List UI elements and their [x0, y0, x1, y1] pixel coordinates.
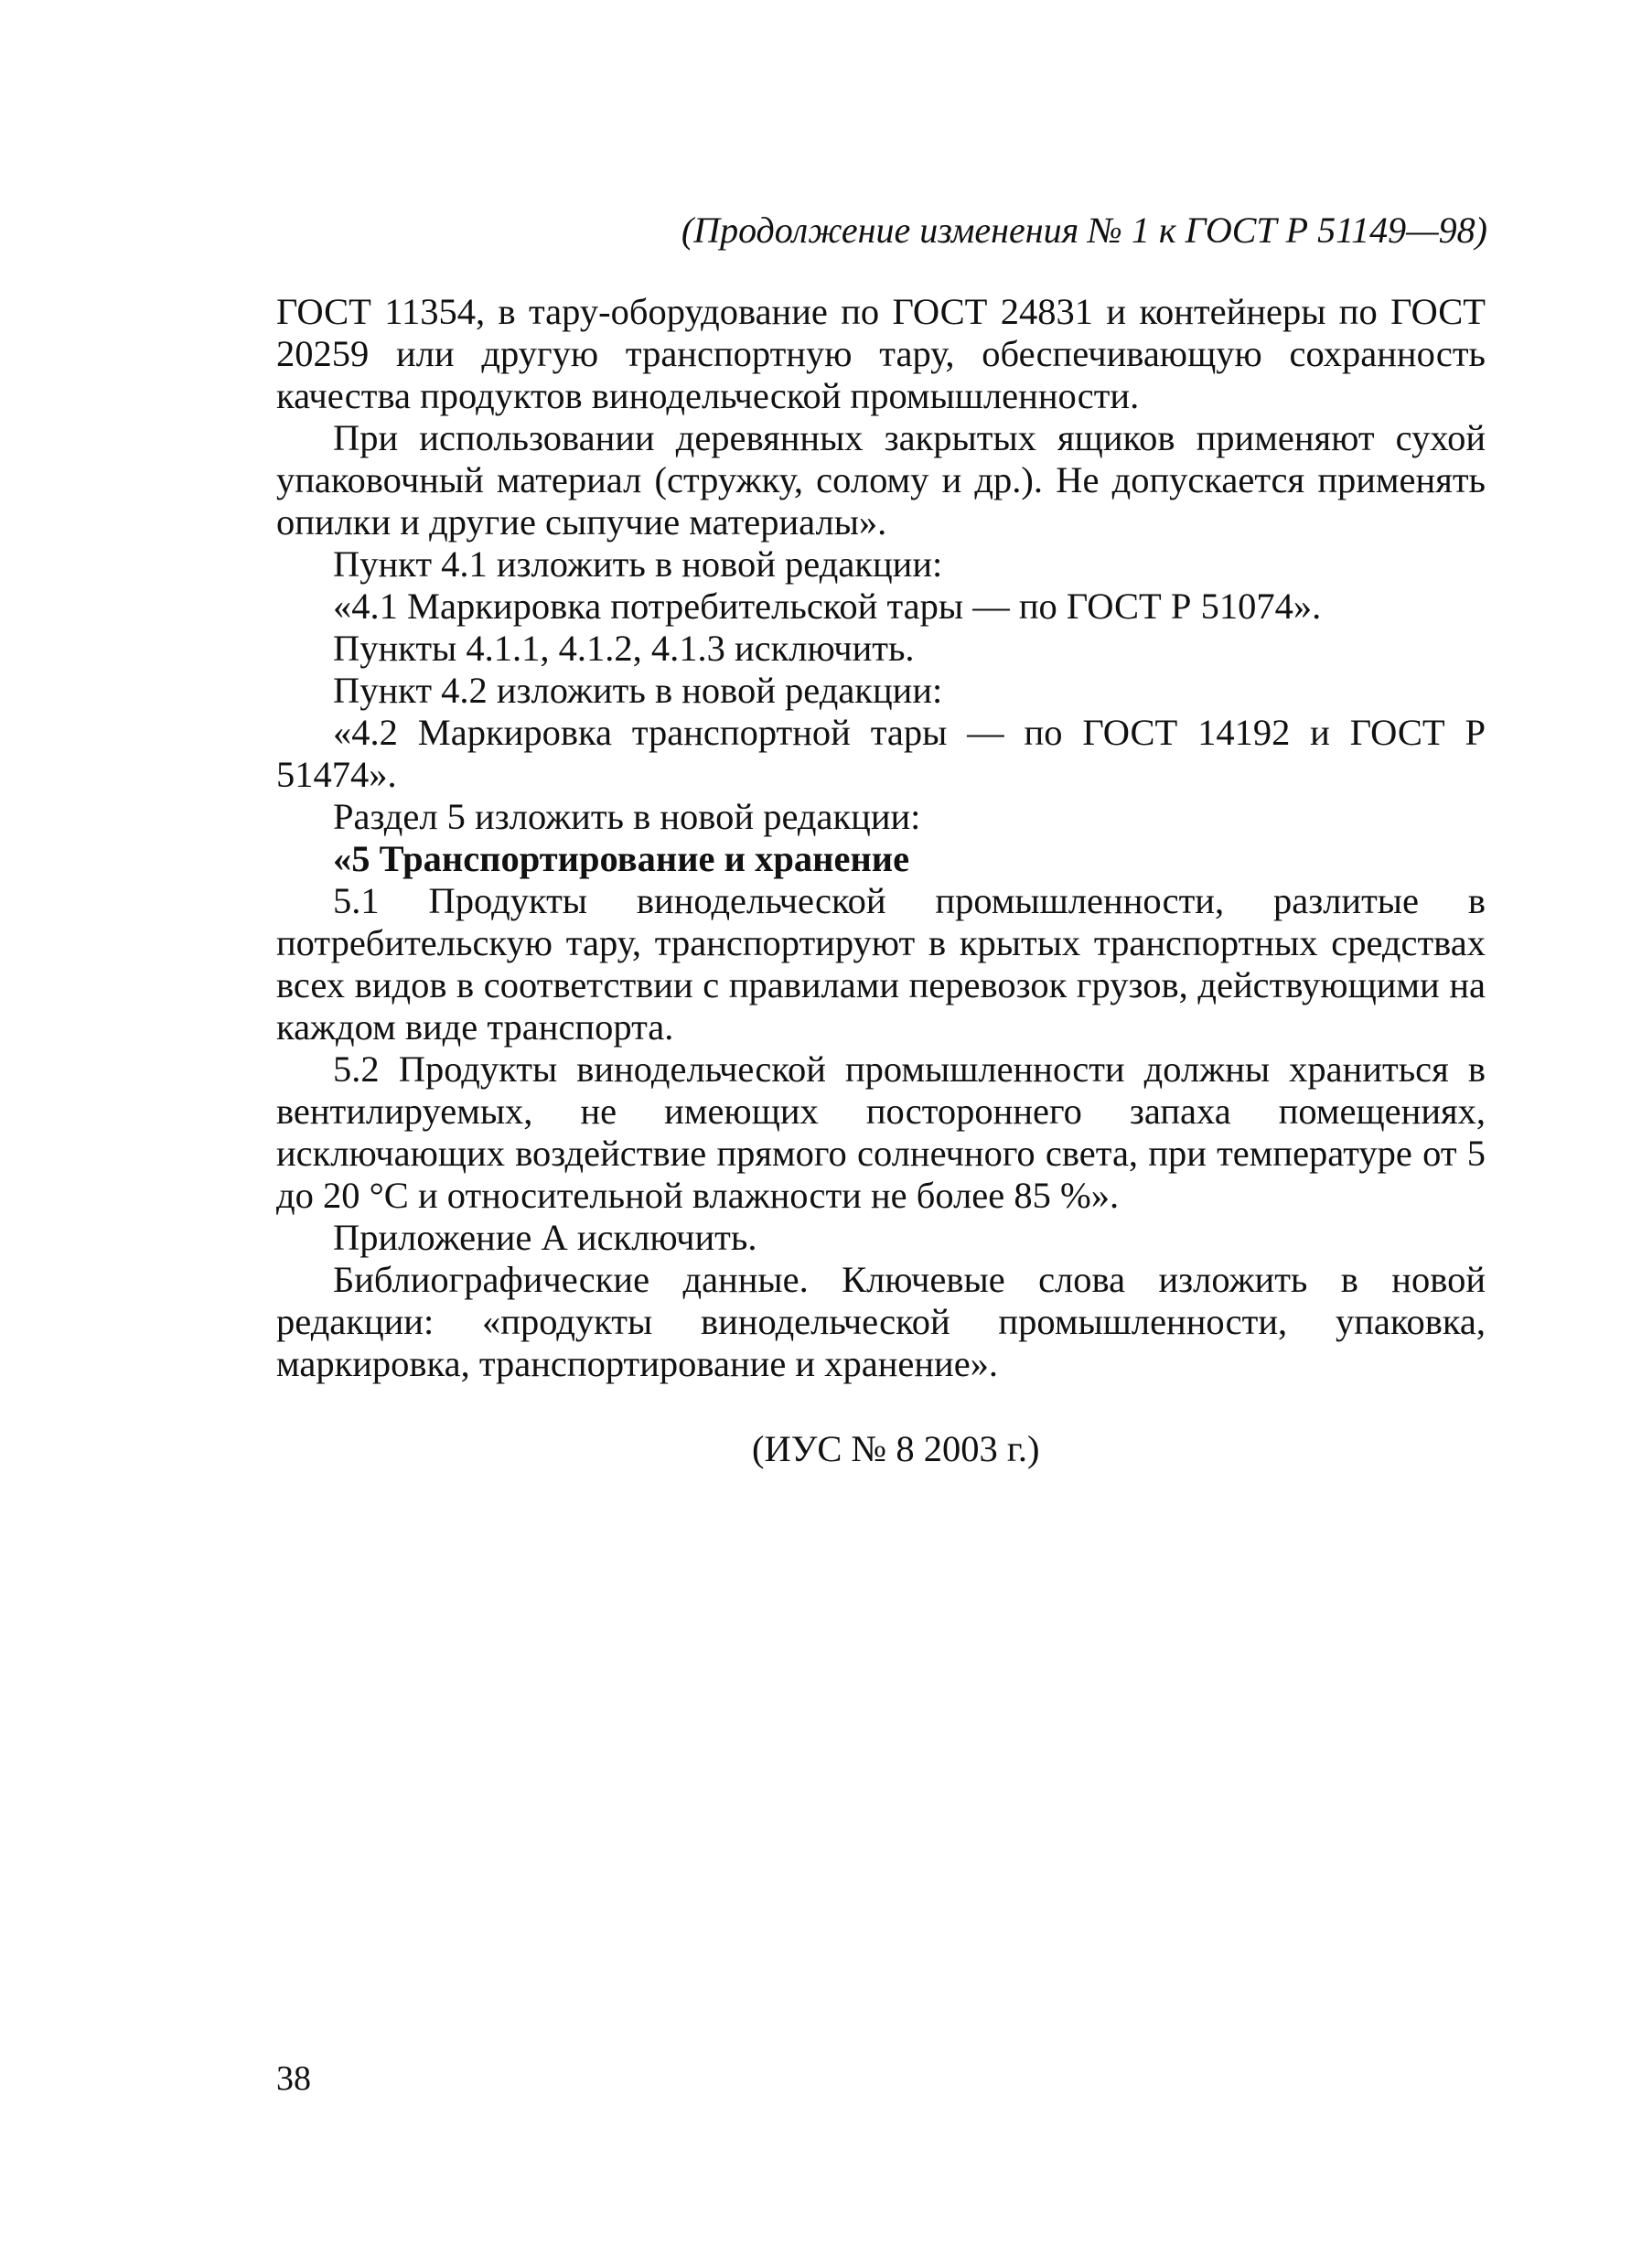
continuation-header: (Продолжение изменения № 1 к ГОСТ Р 51149—98) — [681, 210, 1487, 251]
ius-reference: (ИУС № 8 2003 г.) — [752, 1428, 1040, 1469]
paragraph-wooden-boxes: При использовании деревянных закрытых ящиков применяют сухой упаковочный материал (стружку, солому и др.). Не допускается применять опилки и другие сыпучие материалы». — [276, 417, 1486, 543]
page-number: 38 — [276, 2059, 311, 2098]
document-body — [276, 291, 1486, 1385]
paragraph-item-4-1-instruction: Пункт 4.1 изложить в новой редакции: — [333, 543, 943, 585]
paragraph-items-excluded: Пункты 4.1.1, 4.1.2, 4.1.3 исключить. — [333, 628, 915, 669]
section-5-heading: «5 Транспортирование и хранение — [333, 838, 910, 879]
paragraph-item-4-2-text: «4.2 Маркировка транспортной тары — по ГОСТ 14192 и ГОСТ Р 51474». — [276, 712, 1486, 795]
paragraph-section-5-instruction: Раздел 5 изложить в новой редакции: — [333, 796, 921, 837]
paragraph-appendix-excluded: Приложение А исключить. — [333, 1217, 757, 1258]
paragraph-item-5-1: 5.1 Продукты винодельческой промышленности, разлитые в потребительскую тару, транспортируют в крытых транспортных средствах всех видов в соответствии с правилами перевозок грузов, действующими на каждом виде транспорта. — [276, 880, 1486, 1048]
paragraph-item-5-2: 5.2 Продукты винодельческой промышленности должны храниться в вентилируемых, не имеющих постороннего запаха помещениях, исключающих воздействие прямого солнечного света, при температуре от 5 до 20 °С и относительной влажности не более 85 %». — [276, 1048, 1486, 1216]
paragraph-item-4-1-text: «4.1 Маркировка потребительской тары — по ГОСТ Р 51074». — [333, 586, 1322, 627]
paragraph-bibliographic-data: Библиографические данные. Ключевые слова изложить в новой редакции: «продукты винодельческой промышленности, упаковка, маркировка, транспортирование и хранение». — [276, 1259, 1486, 1384]
paragraph-item-4-2-instruction: Пункт 4.2 изложить в новой редакции: — [333, 670, 943, 711]
paragraph-packaging-standards: ГОСТ 11354, в тару-оборудование по ГОСТ 24831 и контейнеры по ГОСТ 20259 или другую транспортную тару, обеспечивающую сохранность качества продуктов винодельческой промышленности. — [276, 291, 1486, 416]
